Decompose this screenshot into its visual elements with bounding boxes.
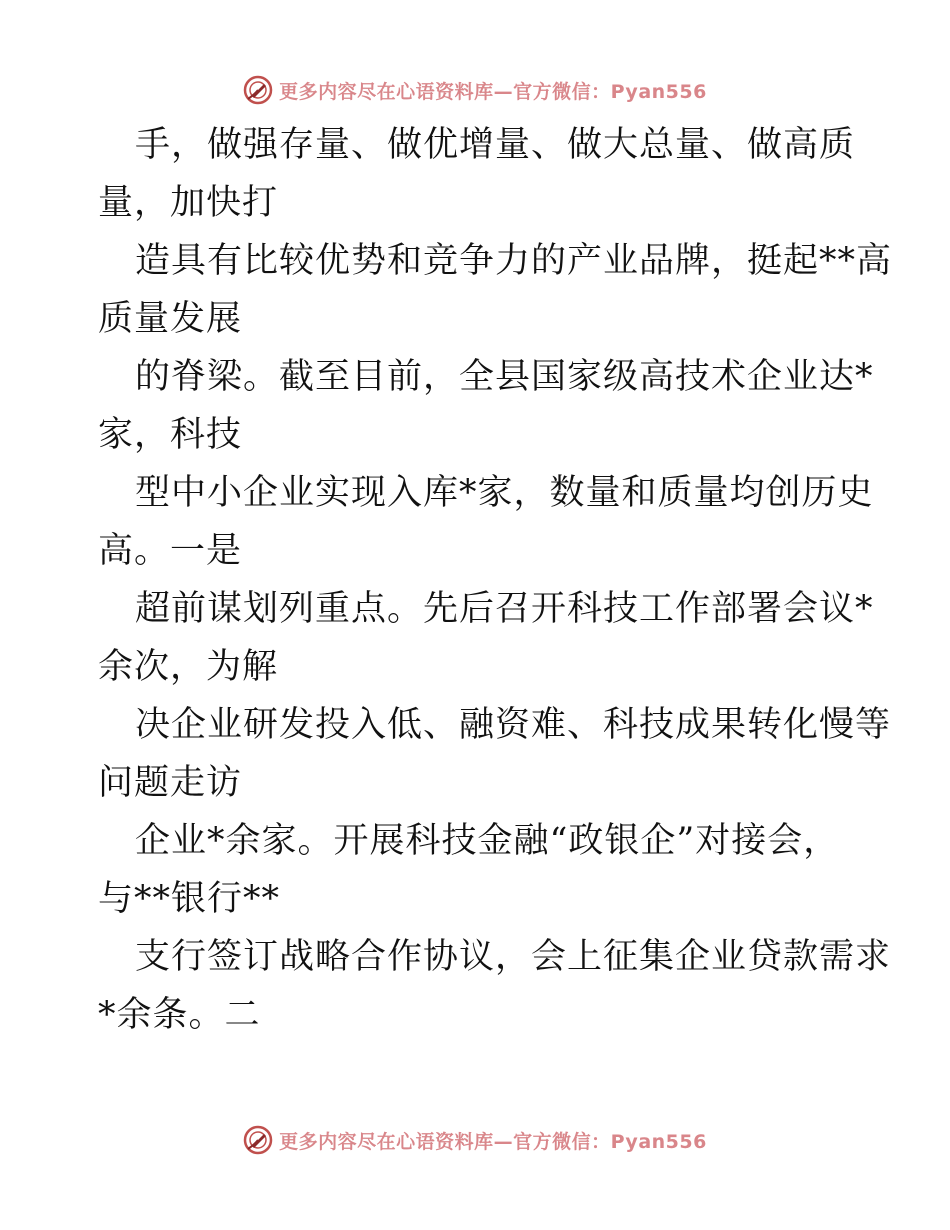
paragraph bbox=[98, 696, 892, 812]
paragraph-line: 企业*余家。开展科技金融“政银企”对接会， bbox=[135, 821, 840, 861]
document-body bbox=[98, 116, 893, 1044]
paragraph-line: 与**银行** bbox=[98, 879, 281, 919]
paragraph bbox=[98, 464, 874, 580]
watermark-text: 更多内容尽在心语资料库—官方微信：Pyan556 bbox=[279, 80, 707, 103]
paragraph-line: 问题走访 bbox=[98, 763, 243, 803]
paragraph-line: 的脊梁。截至目前，全县国家级高技术企业达* bbox=[135, 357, 874, 397]
paragraph-line: 型中小企业实现入库*家，数量和质量均创历史 bbox=[135, 473, 874, 513]
paragraph-line: 支行签订战略合作协议，会上征集企业贷款需求 bbox=[135, 937, 892, 977]
header-watermark-banner bbox=[0, 70, 950, 110]
paragraph-line: 量，加快打 bbox=[98, 183, 279, 223]
paragraph-line: 手，做强存量、做优增量、做大总量、做高质 bbox=[135, 125, 856, 165]
paragraph bbox=[98, 116, 858, 232]
seal-logo-icon bbox=[243, 1125, 273, 1155]
footer-watermark-banner bbox=[0, 1120, 950, 1160]
paragraph-line: 质量发展 bbox=[98, 299, 243, 339]
paragraph-line: 超前谋划列重点。先后召开科技工作部署会议* bbox=[135, 589, 874, 629]
paragraph-line: 决企业研发投入低、融资难、科技成果转化慢等 bbox=[135, 705, 892, 745]
paragraph-line: 造具有比较优势和竞争力的产业品牌，挺起**高 bbox=[135, 241, 893, 281]
seal-logo-icon bbox=[243, 75, 273, 105]
paragraph-line: 余次，为解 bbox=[98, 647, 279, 687]
paragraph-line: 家，科技 bbox=[98, 415, 243, 455]
paragraph bbox=[98, 232, 893, 348]
paragraph bbox=[98, 348, 874, 464]
paragraph-line: *余条。二 bbox=[98, 995, 261, 1035]
paragraph bbox=[98, 812, 858, 928]
paragraph bbox=[98, 580, 874, 696]
paragraph bbox=[98, 928, 892, 1044]
watermark-text: 更多内容尽在心语资料库—官方微信：Pyan556 bbox=[279, 1130, 707, 1153]
paragraph-line: 高。一是 bbox=[98, 531, 243, 571]
